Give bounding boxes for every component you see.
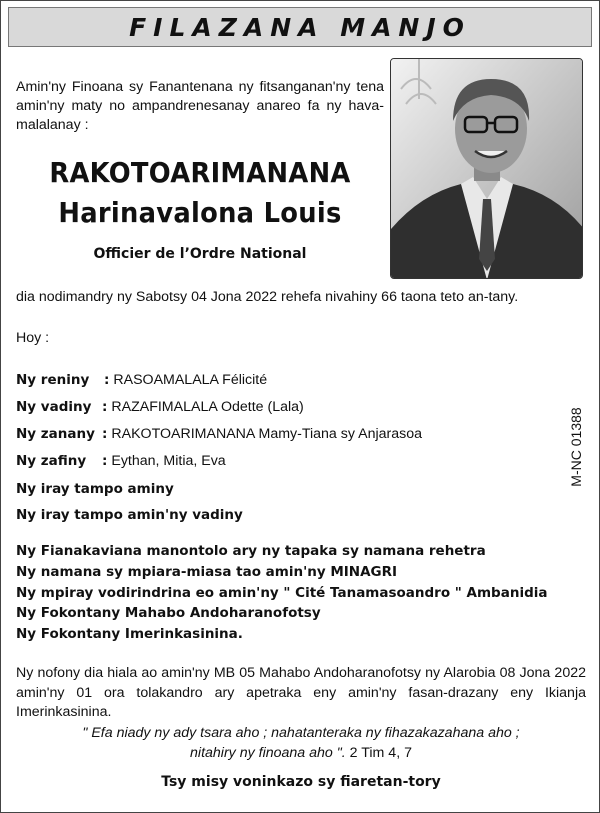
intro-text: Amin'ny Finoana sy Fanantenana ny fitsanganan'ny tena amin'ny maty no ampandrenesanay anareo fa ny hava-malalanay : — [16, 79, 384, 133]
hoy-label: Hoy : — [16, 330, 50, 346]
others-line: Ny Fianakaviana manontolo ary ny tapaka sy namana rehetra — [16, 543, 486, 559]
family-row-spouse — [16, 399, 304, 415]
portrait-illustration — [391, 59, 583, 279]
others-line: Ny Fokontany Imerinkasinina. — [16, 626, 243, 642]
deceased-honor: Officier de l’Ordre National — [93, 246, 307, 262]
family-value: RAKOTOARIMANANA Mamy-Tiana sy Anjarasoa — [111, 426, 422, 442]
family-row-children — [16, 426, 422, 442]
quote-line-1: " Efa niady ny ady tsara aho ; nahatanteraka ny fihazakazahana aho ; — [82, 725, 520, 741]
quote-line-2: nitahiry ny finoana aho ". — [190, 744, 346, 761]
notice-title: FILAZANA MANJO — [129, 12, 471, 42]
notice-header — [8, 7, 592, 47]
quote-reference: 2 Tim 4, 7 — [349, 744, 412, 761]
family-label: Ny zanany — [16, 426, 95, 442]
deceased-surname: RAKOTOARIMANANA — [49, 156, 351, 189]
deceased-given-names: Harinavalona Louis — [58, 196, 342, 229]
family-separator: : — [102, 453, 108, 469]
family-row-mother — [16, 372, 267, 388]
side-reference-code — [556, 402, 596, 492]
side-code-text: M-NC 01388 — [568, 407, 584, 487]
family-label: Ny reniny — [16, 372, 90, 388]
others-line: Ny namana sy mpiara-miasa tao amin'ny MINAGRI — [16, 564, 398, 580]
relatives-line: Ny iray tampo aminy — [16, 481, 174, 497]
family-separator: : — [102, 399, 108, 415]
family-label: Ny zafiny — [16, 453, 87, 469]
family-value: RASOAMALALA Félicité — [113, 372, 268, 388]
family-label: Ny vadiny — [16, 399, 92, 415]
family-separator: : — [102, 426, 108, 442]
family-value: RAZAFIMALALA Odette (Lala) — [111, 399, 304, 415]
bible-quote — [16, 724, 586, 763]
closing-note: Tsy misy voninkazo sy fiaretan-tory — [161, 774, 441, 790]
family-separator: : — [104, 372, 110, 388]
relatives-line: Ny iray tampo amin'ny vadiny — [16, 507, 243, 523]
portrait-photo — [390, 58, 583, 279]
burial-notice: Ny nofony dia hiala ao amin'ny MB 05 Mahabo Andoharanofotsy ny Alarobia 08 Jona 2022 amin'ny 01 ora tolakandro ary apetraka eny amin'ny fasan-drazany eny Ikianja Imerinkasinina. — [16, 665, 586, 720]
others-line: Ny mpiray vodirindrina eo amin'ny " Cité Tanamasoandro " Ambanidia — [16, 585, 548, 601]
family-row-grandchildren — [16, 453, 226, 469]
others-line: Ny Fokontany Mahabo Andoharanofotsy — [16, 605, 321, 621]
family-value: Eythan, Mitia, Eva — [111, 453, 226, 469]
death-notice: dia nodimandry ny Sabotsy 04 Jona 2022 rehefa nivahiny 66 taona teto an-tany. — [16, 289, 519, 305]
